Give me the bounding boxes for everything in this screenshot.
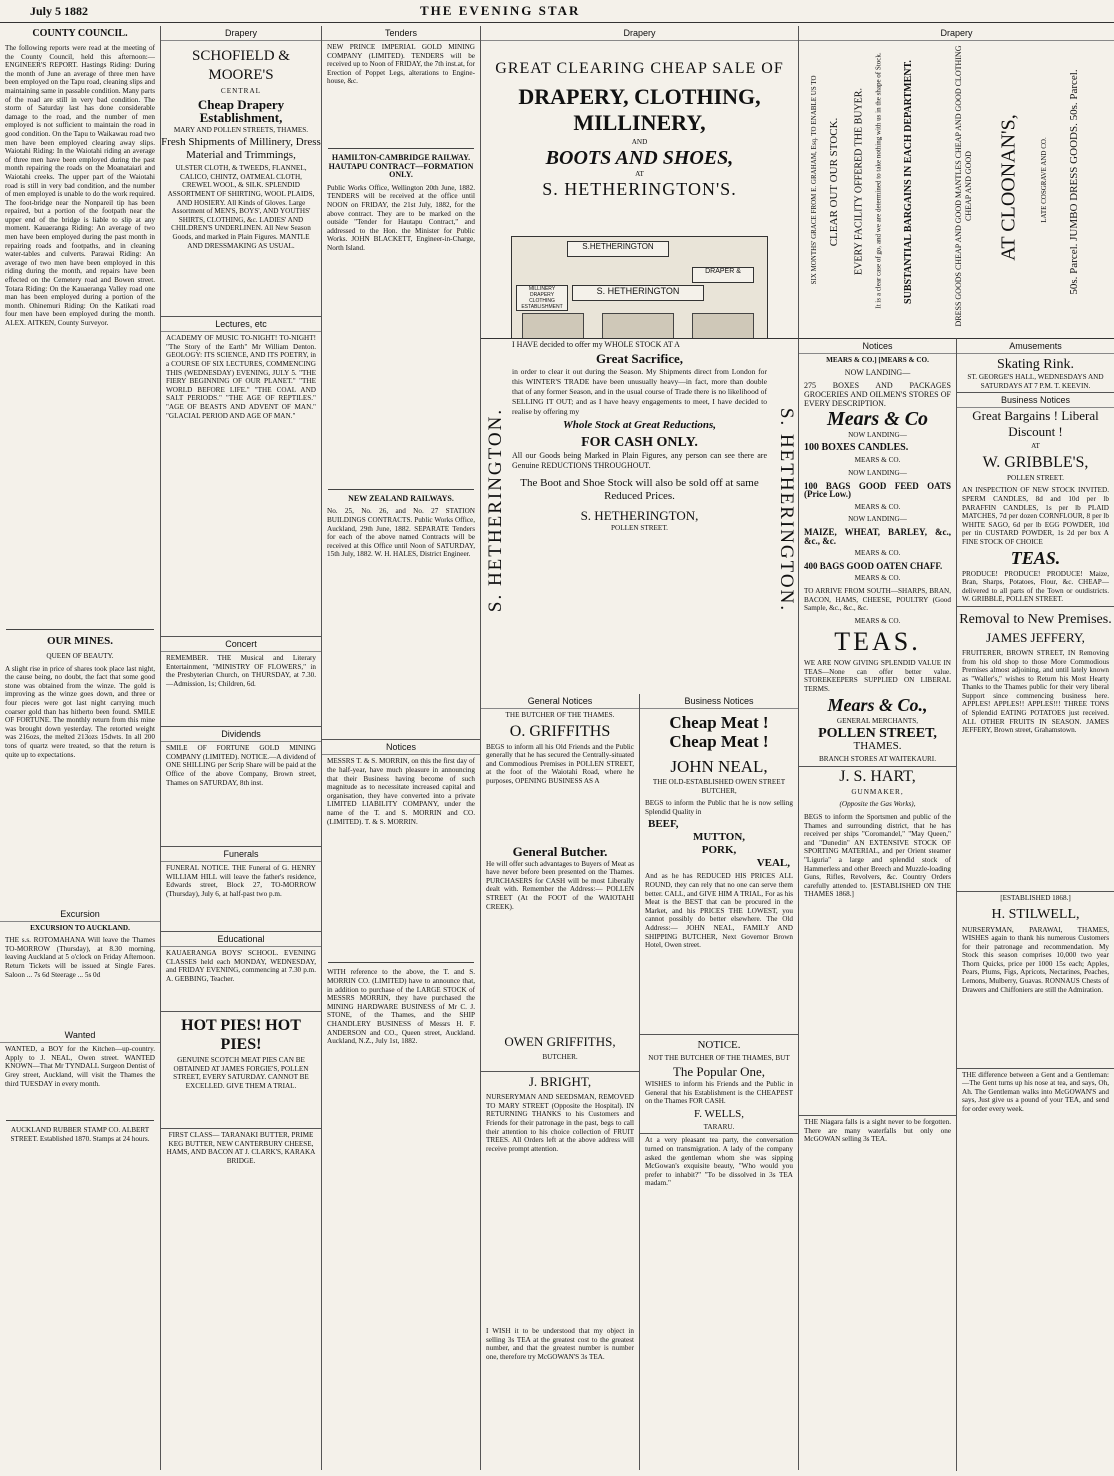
notice-title: NOTICE. (640, 1034, 798, 1052)
pork: PORK, (701, 844, 737, 857)
mears-logo: Mears & Co (826, 408, 929, 431)
drapery-clothing: DRAPERY, CLOTHING, MILLINERY, (518, 84, 761, 135)
owen-butcher: BUTCHER. (542, 1052, 578, 1061)
gunmaker: GUNMAKER, (851, 787, 904, 796)
cloonan-v1: SIX MONTHS' GRACE FROM E. GRAHAM, Esq. TO ENABLE US TO (810, 75, 818, 285)
great-sacrifice: Great Sacrifice, (595, 350, 684, 366)
our-mines-title: OUR MINES. (46, 635, 113, 647)
hart-text: BEGS to inform the Sportsmen and public of the Thames and surrounding district, that he has received per ships "Coromandel," "May Queen," and "Dunedin" AN EXTENSIVE STOCK OF SPORTING MATERIAL, and per Orient steamer "Liguria" a large and splendid stock of Hammerless and other Breech and Muzzle-loading Guns, Rifles, Revolvers, &c. Country Orders carefully attended to. [ESTABLISHED ON THE THAMES 1868.] (804, 813, 951, 899)
great-clearing: GREAT CLEARING CHEAP SALE OF (495, 60, 784, 77)
mutton: MUTTON, (692, 831, 746, 844)
issue-date: July 5 1882 (30, 4, 89, 18)
business-notices-header-2: Business Notices (957, 392, 1114, 408)
stilwell-name: H. STILWELL, (991, 906, 1080, 922)
neal-text-2: And as he has REDUCED HIS PRICES ALL ROUND, they can rely that no one can serve them better. CALL, and GIVE HIM A TRIAL, For as his Meat is the BEST that can be procured in the Market, and his PRICES THE LOWEST, you cannot possibly do better elsewhere. The Old Address:— JOHN NEAL, FAMILY AND SHIPPING BUTCHER, Next Governor Brown Hotel, Owen street. (645, 872, 793, 950)
rubber-stamp-ad: AUCKLAND RUBBER STAMP CO. ALBERT STREET. Established 1870. Stamps at 24 hours. (10, 1126, 150, 1143)
maize: MAIZE, WHEAT, BARLEY, &c., &c., &c. (804, 526, 951, 546)
mears-co-3: MEARS & CO. (854, 549, 901, 558)
funerals-header: Funerals (161, 846, 321, 862)
gribble-name: W. GRIBBLE'S, (982, 453, 1089, 471)
branch-stores: BRANCH STORES AT WAITEKAURI. (818, 755, 936, 764)
concert-header: Concert (161, 636, 321, 652)
whole-stock-reductions: Whole Stock at Great Reductions, (562, 418, 717, 431)
column-1 (0, 26, 161, 1470)
cash-only: FOR CASH ONLY. (581, 434, 698, 450)
mears-co-2: MEARS & CO. (854, 502, 901, 511)
teas-text: WE ARE NOW GIVING SPLENDID VALUE IN TEAS—None can offer better value. STOREKEEPERS SUPPLIED ON LIBERAL TERMS. (804, 659, 951, 694)
neal-text: BEGS to inform the Public that he is now selling Splendid Quality in (645, 799, 793, 816)
niagara: THE Niagara falls is a sight never to be forgotten. There are many waterfalls but only one McGOWAN selling 3s TEA. (799, 1115, 956, 1146)
mines-text: A slight rise in price of shares took place last night, the cause being, no doubt, the fact that some good stone was obtained from the winze. The gold is improving as the winze goes down, and three or four pieces were got last night carrying much coarser gold than has hitherto been found. SMILE OF FORTUNE. The monthly return from this mine was brought down yesterday. The retorted weight was 216ozs, the melted 213ozs 15dwts. In all 200 tons of quartz were treated, so that the return is quite up to expectations. (5, 664, 155, 759)
central-label: CENTRAL (220, 87, 262, 95)
pies-text: GENUINE SCOTCH MEAT PIES CAN BE OBTAINED AT JAMES FORGIE'S, POLLEN STREET, EVERY SATURDAY. CANNOT BE EXCELLED. GIVE THEM A TRIAL. (173, 1056, 309, 1090)
teas-title: TEAS. (834, 627, 921, 657)
bright-name: J. BRIGHT, (481, 1071, 639, 1091)
cheap-meat-2: Cheap Meat ! (669, 732, 769, 751)
hetherington-address: POLLEN STREET. (611, 523, 668, 532)
cheap-meat-1: Cheap Meat ! (669, 713, 769, 732)
dividends-header: Dividends (161, 726, 321, 742)
hamilton-railway: HAMILTON-CAMBRIDGE RAILWAY. HAUTAPU CONTRACT—FORMATION ONLY. (328, 153, 474, 180)
jeffery-text: FRUITERER, BROWN STREET, IN Removing from his old shop to those More Commodious Premises almost adjoining, and until lately known as "Waller's," wishes to Return his Most Hearty Thanks to the Thames public for their very liberal Support since commencing business here. APPLES! APPLES!! APPLES!!! THREE TONS of Splendid EATING POTATOES just received. ALL OTHER FRUITS IN SEASON. JAMES JEFFERY, Brown street, Grahamstown. (962, 648, 1109, 735)
cheap-drapery: Cheap Drapery Establishment, (197, 96, 285, 125)
funerals-text: FUNERAL NOTICE. THE Funeral of G. HENRY WILLIAM HILL will leave the father's residence, Edwards street, Block 27, TO-MORROW (Thursday), July 6, at half-past two p.m. (166, 864, 316, 898)
cloonan-v3: EVERY FACILITY OFFERED THE BUYER. (853, 88, 865, 275)
hautapu-tender: Public Works Office, Wellington 20th June, 1882. TENDERS will be received at the office until NOON on FRIDAY, the 21st July, 1882, for the above contract. They are to be marked on the outside "Tender for Hautapu Contract," and addressed to the Hon. the Minister for Public Works. JOHN BLACKETT, Engineer-in-Charge, North Island. (327, 183, 475, 252)
cloonan-v9: 50s. Parcel. JUMBO DRESS GOODS. 50s. Parcel. (1068, 69, 1080, 295)
hart-name: J. S. HART, (799, 766, 956, 786)
cloonan-v7: AT CLOONAN'S, (997, 114, 1020, 261)
john-neal: JOHN NEAL, (670, 757, 768, 776)
vertical-name-left: S. HETHERINGTON. (485, 407, 506, 613)
hetherington-signature: S. HETHERINGTON, (580, 507, 699, 523)
neal-sub: THE OLD-ESTABLISHED OWEN STREET BUTCHER, (652, 778, 786, 795)
thames-label: THAMES. (853, 740, 902, 753)
now-landing-4: NOW LANDING— (848, 515, 907, 524)
queen-beauty-title: QUEEN OF BEAUTY. (46, 652, 114, 660)
county-council-title: COUNTY COUNCIL. (32, 28, 128, 39)
bright-text: NURSERYMAN AND SEEDSMAN, REMOVED TO MARY STREET (Opposite the Hospital). IN RETURNING THANKS to his Customers and Friends for their patronage in the past, begs to call their attention to his choice collection of FRUIT TREES. All Orders left at the above address will receive prompt attention. (486, 1093, 634, 1153)
wells-sub: TARARU. (703, 1122, 735, 1131)
fresh-shipments: Fresh Shipments of Millinery, Dress Material and Trimmings, (161, 136, 321, 162)
cloonan-v6: DRESS GOODS CHEAP AND GOOD MANTLES CHEAP AND GOOD CLOTHING CHEAP AND GOOD (954, 45, 973, 327)
mcgowan-tea: I WISH it to be understood that my object in selling 3s TEA at the greatest cost to the greatest number, and that the greatest number is number one, therefore try McGOWAN'S 3s TEA. (486, 1327, 634, 1361)
store-sign-side: MILLINERY DRAPERY CLOTHING ESTABLISHMENT (516, 285, 568, 311)
cloonan-v5: SUBSTANTIAL BARGAINS IN EACH DEPARTMENT. (903, 60, 914, 304)
cloonan-v4: It is a clear case of go, and we are determined to take nothing with us in the shape of Stock. (874, 52, 883, 309)
general-notices-column (481, 694, 640, 1470)
schofield-list: ULSTER CLOTH, & TWEEDS, FLANNEL, CALICO, CHINTZ, OATMEAL CLOTH, CREWEL WOOL, & SILK. SPLENDID ASSORTMENT OF SHIRTING, WOOL PLAIDS, AND HOSIERY. All Kinds of Gloves. Large Assortment of MEN'S, BOYS', AND YOUTHS' SHIRTS, CLOTHING, &c. LADIES' AND CHILDREN'S UNDERLINEN. All New Season Goods, and marked in Plain Figures. MANTLE AND DRESSMAKING AS USUAL. (167, 164, 315, 250)
lectures-text: ACADEMY OF MUSIC TO-NIGHT! TO-NIGHT! "The Story of the Earth" Mr William Denton. GEOLOGY: ITS SCIENCE, AND ITS POETRY, in a COURSE OF SIX LECTURES, COMMENCING THIS (WEDNESDAY) EVENING, JULY 5. "THE FIERY BEGINNING OF OUR PLANET." "THE WORLD BEFORE LIFE." "THE COAL AND SALT PERIODS." "THE AGE OF REPTILES." "AGE OF BEASTS AND ADVENT OF MAN." "GLACIAL PERIOD AND AGE OF MAN." (166, 334, 316, 420)
griffiths-text-2: He will offer such advantages to Buyers of Meat as have never before been presented on the Thames. PURCHASERS for CASH will be most Liberally dealt with. Remember the Address:— POLLEN STREET (At the FOOT of the WAIOTAHI CREEK). (486, 859, 634, 911)
skating-text: ST. GEORGE'S HALL, WEDNESDAYS AND SATURDAYS AT 7 P.M. T. KEEVIN. (967, 373, 1104, 390)
oats-100: 100 BAGS GOOD FEED OATS (Price Low.) (804, 480, 951, 500)
morrin-notice-2: WITH reference to the above, the T. and S. MORRIN CO. (LIMITED) have to announce that, in addition to purchase of the LARGE STOCK of MESSRS MORRIN, they have purchased the MINING HARDWARE BUSINESS of Mr C. J. STONE, of the Thames, and the SHIP CHANDLERY BUSINESS of Messrs H. F. ANDERSON and CO., Queen street, Auckland. Auckland, N.Z., July 1st, 1882. (327, 968, 475, 1046)
drapery-header-3: Drapery (799, 26, 1114, 41)
station-tender: No. 25, No. 26, and No. 27 STATION BUILDINGS CONTRACTS. Public Works Office, Auckland, 29th June, 1882. SEPARATE Tenders for each of the above named Contracts will be received at this Office until Noon of SATURDAY, 15th July, 1882. W. H. HALES, District Engineer. (327, 507, 475, 559)
candles-100: 100 BOXES CANDLES. (804, 441, 909, 453)
removal-title: Removal to New Premises. (957, 606, 1114, 628)
concert-text: REMEMBER. THE Musical and Literary Entertainment, "MINISTRY OF FLOWERS," in the Presbyterian Church, on THURSDAY, at 7.30.—Admission, 1s; Children, 6d. (166, 654, 316, 688)
veal: VEAL, (756, 857, 790, 870)
morrin-notice: MESSRS T. & S. MORRIN, on this the first day of the half-year, have much pleasure in announcing that their Business having become of such magnitude as to necessitate increased capital and organisation, they have converted into a private LIMITED LIABILITY COMPANY, under the name of the T. and S. MORRIN and CO. (LIMITED). T. & S. MORRIN. (327, 757, 475, 826)
dividends-text: SMILE OF FORTUNE GOLD MINING COMPANY (LIMITED). NOTICE.—A dividend of ONE SHILLING per Scrip Share will be paid at the Office of the above Company, Brown street, Thames on SATURDAY, 8th inst. (166, 744, 316, 787)
column-2 (161, 26, 322, 1470)
lectures-header: Lectures, etc (161, 316, 321, 332)
prince-imperial-tender: NEW PRINCE IMPERIAL GOLD MINING COMPANY (LIMITED). TENDERS will be received up to Noon of FRIDAY, the 7th inst.at, for Erection of Poppet Legs, alterations to Engine-house, &c. (327, 43, 475, 86)
whole-stock: I HAVE decided to offer my WHOLE STOCK AT A (512, 340, 680, 349)
educational-header: Educational (161, 931, 321, 947)
boxes-275: 275 BOXES AND PACKAGES GROCERIES AND OILMEN'S STORES OF EVERY DESCRIPTION. (804, 381, 951, 409)
south-arrive: TO ARRIVE FROM SOUTH—SHARPS, BRAN, BACON, HAMS, CHEESE, POULTRY (Good Sample, &c., &c., &c. (804, 586, 951, 613)
gribble-teas: TEAS. (1010, 547, 1061, 568)
butter-ad: FIRST CLASS— TARANAKI BUTTER, PRIME KEG BUTTER, NEW CANTERBURY CHEESE, HAMS, AND BACON AT J. CLARK'S, KARAKA BRIDGE. (161, 1128, 321, 1167)
gribble-addr: POLLEN STREET. (1007, 473, 1064, 482)
mears-co-4: MEARS & CO. (854, 574, 901, 583)
general-butcher: General Butcher. (512, 843, 608, 859)
mears-co-5: MEARS & CO. (854, 616, 901, 625)
wells-text-2: At a very pleasant tea party, the conversation turned on transmigration. A lady of the company asked the gentleman whom she was sipping McGowan's exquisite beauty, "Who would you prefer to inhabit?" "To be dissolved in 3s TEA madam." (640, 1133, 798, 1190)
excursion-text: THE s.s. ROTOMAHANA Will leave the Thames TO-MORROW (Thursday), at 8.30 morning, leaving Auckland at 5 o'clock on Friday Afternoon. Return Tickets will be issued at Single Fares. Saloon ... 7s 6d Steerage ... 5s 0d (5, 936, 155, 979)
great-bargains: Great Bargains ! Liberal Discount ! (972, 408, 1099, 440)
general-notices-header: General Notices (481, 694, 639, 709)
mears-co-1: MEARS & CO. (854, 456, 901, 465)
column-3 (322, 26, 481, 1470)
business-notices-column (640, 694, 799, 1470)
paper-title: THE EVENING STAR (420, 3, 581, 18)
owen-griffiths: OWEN GRIFFITHS, (504, 1033, 616, 1049)
cloonan-v2: CLEAR OUT OUR STOCK. (828, 117, 840, 247)
skating-rink: Skating Rink. (996, 357, 1074, 372)
notices-header: Notices (322, 739, 480, 755)
store-sign-main: S. HETHERINGTON (572, 285, 704, 301)
chaff-400: 400 BAGS GOOD OATEN CHAFF. (804, 560, 943, 571)
county-council-text: The following reports were read at the meeting of the County Council, held this afternoon:— ENGINEER'S REPORT. Hastings Riding: During the month of June an average of three men have been employed on the Tapu road, cleaning slips and maintaining same in passable condition. Many parts of the road are still in very bad condition. The storm of Saturday last has done considerable damage to the road, and the number of men employed is not sufficient to maintain the road in good condition. On the Tapu to Waikawau road two men have been employed clearing away slips. Waiotahi Riding: In the Waiotahi riding an average of three men have been employed during the past month repairing the roads on the Moanataiari and Waiotahi creeks. The upper part of the Waiotahi road is still in very bad condition, and the number of men employed is unable to do the work required. The foot-bridge near the Nonpareil tip has been repaired, but a portion of the footpath near the upper end of the bridge is liable to slip at any moment. Kauaeranga Riding: An average of two men have been employed during the past month in repairing roads and footpaths, and in cleaning water-tables and culverts. Parawai Riding: An average of two men have been employed in this riding during the month, and repairs have been effected on the Cemetery road and Bowen street. Totara Riding: On the Kauaeranga Valley road one man has been employed during a portion of the month. Ohinemuri Riding: On the Katikati road four men have been employed during the month. ALEX. AITKEN, County Surveyor. (5, 44, 155, 327)
gribble-column (957, 338, 1114, 1471)
beef: BEEF, (648, 818, 679, 831)
educational-text: KAUAERANGA BOYS' SCHOOL. EVENING CLASSES held each MONDAY, WEDNESDAY, and FRIDAY EVENING, commencing at 7.30 p.m. A. GEBBING, Teacher. (166, 949, 316, 983)
gribble-text: AN INSPECTION OF NEW STOCK INVITED. SPERM CANDLES, 8d and 10d per lb PARAFFIN CANDLES, 1s per lb PLAID MATCHES, 7d per dozen CORNFLOUR, 8 per lb WHITE SAGO, 6d per lb EGG POWDER, 10d per tin CUSTARD POWDER, 1s 2d per box A FINE STOCK OF CHOICE (962, 486, 1109, 546)
mears-column (799, 338, 957, 1471)
general-merchants: GENERAL MERCHANTS, (836, 716, 919, 725)
boots-shoes: BOOTS AND SHOES, (545, 146, 734, 169)
schofield-firm: SCHOFIELD & MOORE'S (192, 48, 290, 83)
excursion-header: Excursion (0, 907, 160, 922)
vertical-name-right: S. HETHERINGTON. (776, 407, 797, 613)
not-butcher: NOT THE BUTCHER OF THE THAMES, BUT (648, 1054, 790, 1063)
hart-sub: (Opposite the Gas Works), (839, 800, 916, 809)
excursion-title: EXCURSION TO AUCKLAND. (30, 923, 130, 932)
nz-railways: NEW ZEALAND RAILWAYS. (348, 493, 454, 503)
cloonans-ad (799, 26, 1114, 338)
hetherington-ad (481, 338, 799, 694)
hetherington-title: S. HETHERINGTON'S. (542, 179, 737, 200)
wells-name: F. WELLS, (694, 1107, 744, 1120)
now-landing-2: NOW LANDING— (848, 431, 907, 440)
jeffery-name: JAMES JEFFERY, (986, 629, 1085, 645)
business-notices-header: Business Notices (640, 694, 798, 709)
mears-logo-2: Mears & Co., (827, 694, 928, 715)
stilwell-text: NURSERYMAN, PARAWAI, THAMES, WISHES again to thank his numerous Customers for their patronage and recommendation. My Stock this season comprises 10,000 two year Thorn Quicks, price per 1000 15s each; Apples, Pears, Plums, Figs, Apricots, Nectarines, Peaches, Lemons, Mulberry, Guavas. RONNAUS Chests of Drawers and Chiffoniers are still the Admiration. (962, 925, 1109, 994)
notices-header-2: Notices (799, 339, 956, 354)
hot-pies: HOT PIES! HOT PIES! (161, 1011, 321, 1054)
masthead (0, 0, 1114, 23)
established-1868: [ESTABLISHED 1868.] (957, 891, 1114, 905)
plain-figures: All our Goods being Marked in Plain Figures, any person can see there are Genuine REDUCTIONS THROUGHOUT. (512, 450, 767, 470)
mears-top: MEARS & CO.] [MEARS & CO. (826, 356, 929, 364)
griffiths-text: BEGS to inform all his Old Friends and the Public generally that he has secured the Centrally-situated and Commodious Premises in POLLEN STREET, at the foot of the Waiotahi Road, where he purposes, OPENING BUSINESS AS A (486, 742, 634, 785)
drapery-header-2: Drapery (481, 26, 798, 41)
schofield-address: MARY AND POLLEN STREETS, THAMES. (173, 125, 309, 134)
gent-gentleman: THE difference between a Gent and a Gentleman:—The Gent turns up his nose at tea, and says, Oh, Ah. The Gentleman walks into McGOWAN'S and says, Just give us a pound of your TEA, and send for order every week. (957, 1068, 1114, 1116)
now-landing-1: NOW LANDING— (844, 367, 911, 377)
and-label: AND (631, 138, 648, 146)
wanted-text: WANTED, a BOY for the Kitchen—up-country. Apply to J. NEAL, Owen street. WANTED KNOWN—That Mr TYNDALL Surgeon Dentist of Grey street, Auckland, will visit the Thames the third TUESDAY in every month. (5, 1045, 155, 1088)
pollen-street: POLLEN STREET, (818, 726, 937, 742)
popular-one: The Popular One, (672, 1063, 766, 1079)
at-label: AT (635, 169, 644, 178)
gribble-text-2: PRODUCE! PRODUCE! PRODUCE! Maize, Bran, Sharps, Potatoes, Flour, &c. CHEAP—delivered to all parts of the Town or outdistricts. W. GRIBBLE, POLLEN STREET. (962, 569, 1109, 604)
drapery-header: Drapery (161, 26, 321, 41)
tenders-header: Tenders (322, 26, 480, 41)
wanted-header: Wanted (0, 1028, 160, 1043)
boot-stock: The Boot and Shoe Stock will also be sold off at same Reduced Prices. (520, 476, 759, 502)
store-sign-draper: DRAPER & (692, 267, 754, 283)
griffiths-name: O. GRIFFITHS (509, 722, 611, 740)
store-sign-top: S.HETHERINGTON (567, 241, 669, 257)
amusements-header: Amusements (957, 339, 1114, 354)
sacrifice-text: in order to clear it out during the Season. My Shipments direct from London for this WINTER'S TRADE have been unusually heavy—in fact, more than double that of any former Season, and in the usual course of Trade there is no likelihood of SELLING IT OUT; and as I have heavy engagements to meet, I have decided to realise by offering my (512, 366, 767, 416)
cloonan-v8: LATE COSGRAVE AND CO. (1040, 137, 1048, 223)
at-label-2: AT (1031, 442, 1040, 451)
butcher-thames: THE BUTCHER OF THE THAMES. (505, 711, 615, 719)
now-landing-3: NOW LANDING— (848, 468, 907, 477)
wells-text: WISHES to inform his Friends and the Public in General that his Establishment is the CHEAPEST on the Thames FOR CASH. (645, 1079, 793, 1106)
